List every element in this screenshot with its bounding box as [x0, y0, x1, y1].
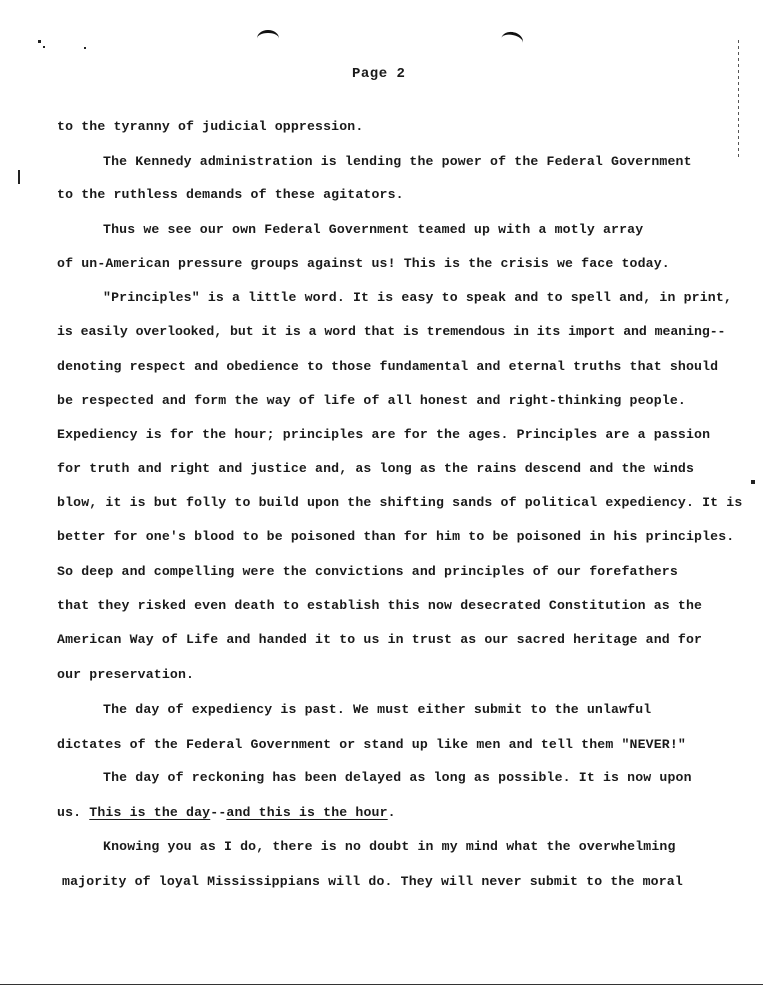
text-line: dictates of the Federal Government or stand up like men and tell them "NEVER!" — [57, 737, 686, 752]
text-line: to the tyranny of judicial oppression. — [57, 119, 364, 134]
scan-speck — [38, 40, 41, 43]
scan-speck — [751, 480, 755, 484]
text-line: of un-American pressure groups against us! This is the crisis we face today. — [57, 256, 670, 271]
text-line: denoting respect and obedience to those fundamental and eternal truths that should — [57, 359, 719, 374]
text-line: Thus we see our own Federal Government teamed up with a motly array — [103, 222, 644, 237]
text-fragment: -- — [210, 805, 227, 820]
scan-speck — [18, 170, 20, 184]
text-line — [57, 805, 396, 820]
page-number: Page 2 — [352, 66, 406, 82]
text-line: The Kennedy administration is lending the power of the Federal Government — [103, 154, 692, 169]
text-line: be respected and form the way of life of all honest and right-thinking people. — [57, 393, 686, 408]
scan-speck — [43, 46, 45, 48]
text-line: "Principles" is a little word. It is easy to speak and to spell and, in print, — [103, 290, 732, 305]
text-line: to the ruthless demands of these agitators. — [57, 187, 404, 202]
text-fragment: us. — [57, 805, 82, 820]
text-line: majority of loyal Mississippians will do. They will never submit to the moral — [62, 874, 683, 889]
underlined-phrase: This is the day — [89, 805, 211, 820]
text-line: better for one's blood to be poisoned than for him to be poisoned in his principles. — [57, 529, 735, 544]
text-line: So deep and compelling were the convictions and principles of our forefathers — [57, 564, 678, 579]
text-line: Knowing you as I do, there is no doubt in my mind what the overwhelming — [103, 839, 676, 854]
underlined-phrase: and this is the hour — [226, 805, 388, 820]
text-line: for truth and right and justice and, as long as the rains descend and the winds — [57, 461, 695, 476]
text-line: Expediency is for the hour; principles are for the ages. Principles are a passion — [57, 427, 711, 442]
text-line: that they risked even death to establish this now desecrated Constitution as the — [57, 598, 703, 613]
scan-edge-line — [738, 40, 739, 160]
scan-bottom-edge — [0, 984, 763, 985]
text-line: The day of reckoning has been delayed as long as possible. It is now upon — [103, 770, 692, 785]
text-line: is easily overlooked, but it is a word that is tremendous in its import and meaning-- — [57, 324, 726, 339]
text-line: American Way of Life and handed it to us in trust as our sacred heritage and for — [57, 632, 703, 647]
text-line: The day of expediency is past. We must either submit to the unlawful — [103, 702, 652, 717]
scan-mark-right — [499, 30, 524, 51]
scan-speck — [84, 47, 86, 49]
text-line: blow, it is but folly to build upon the shifting sands of political expediency. It is — [57, 495, 743, 510]
text-fragment: . — [387, 805, 396, 820]
text-line: our preservation. — [57, 667, 195, 682]
scan-mark-left — [257, 30, 279, 47]
